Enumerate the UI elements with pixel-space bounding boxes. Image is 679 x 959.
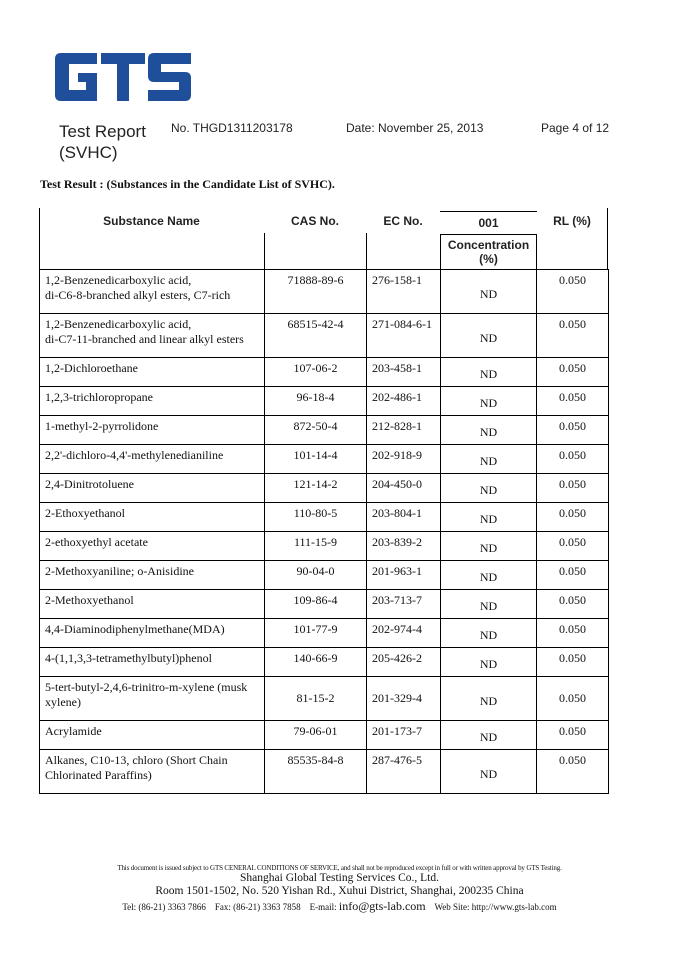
report-title-line1: Test Report: [59, 122, 146, 141]
header-sample-001: 001: [478, 216, 499, 230]
cell-substance-name: [40, 532, 265, 561]
table-row: [40, 750, 609, 794]
cell-cas-no: 111-15-9: [265, 532, 367, 561]
cell-ec-no: 202-918-9: [367, 445, 441, 474]
substance-name-line1: 2-Methoxyethanol: [45, 593, 134, 607]
table-row: [40, 445, 609, 474]
header-substance-name: Substance Name: [103, 214, 200, 228]
substance-name-line1: 2,2'-dichloro-4,4'-methylenedianiline: [45, 448, 224, 462]
cell-substance-name: [40, 503, 265, 532]
footer-company: Shanghai Global Testing Services Co., Ltd.: [240, 872, 439, 884]
cell-concentration: ND: [441, 474, 537, 503]
table-row: [40, 648, 609, 677]
cell-concentration: ND: [441, 721, 537, 750]
cell-cas-no: 101-14-4: [265, 445, 367, 474]
header-border-conc-top: [440, 234, 537, 235]
cell-concentration: ND: [441, 358, 537, 387]
cell-concentration: ND: [441, 314, 537, 358]
footer-address: Room 1501-1502, No. 520 Yishan Rd., Xuhui District, Shanghai, 200235 China: [155, 885, 524, 897]
substance-name-line1: 1,2,3-trichloropropane: [45, 390, 153, 404]
cell-cas-no: 110-80-5: [265, 503, 367, 532]
cell-ec-no: 271-084-6-1: [367, 314, 441, 358]
cell-concentration: ND: [441, 677, 537, 721]
cell-substance-name: [40, 677, 265, 721]
cell-rl: 0.050: [537, 387, 609, 416]
substance-name-line2: xylene): [45, 695, 81, 709]
cell-ec-no: 201-963-1: [367, 561, 441, 590]
substance-name-line1: 1,2-Dichloroethane: [45, 361, 138, 375]
cell-rl: 0.050: [537, 648, 609, 677]
cell-substance-name: [40, 590, 265, 619]
report-date: Date: November 25, 2013: [346, 121, 484, 135]
substance-name-line1: 1-methyl-2-pyrrolidone: [45, 419, 159, 433]
footer-fax: Fax: (86-21) 3363 7858: [214, 902, 301, 912]
footer-tel: Tel: (86-21) 3363 7866: [122, 902, 206, 912]
footer-disclaimer: This document is issued subject to GTS CENERAL CONDITIONS OF SERVICE, and shall not be reproduced except in full or with written approval by GTS Testing.: [117, 864, 562, 872]
table-header: [39, 208, 608, 269]
substance-name-line1: 4-(1,1,3,3-tetramethylbutyl)phenol: [45, 651, 212, 665]
cell-cas-no: 90-04-0: [265, 561, 367, 590]
cell-cas-no: 79-06-01: [265, 721, 367, 750]
substance-name-line1: Alkanes, C10-13, chloro (Short Chain: [45, 753, 228, 767]
substance-name-line1: Acrylamide: [45, 724, 102, 738]
cell-rl: 0.050: [537, 358, 609, 387]
results-table-body: [39, 269, 609, 794]
cell-ec-no: 203-804-1: [367, 503, 441, 532]
report-title: [59, 121, 146, 163]
cell-substance-name: [40, 314, 265, 358]
cell-substance-name: [40, 358, 265, 387]
substance-name-line1: 4,4-Diaminodiphenylmethane(MDA): [45, 622, 225, 636]
table-row: [40, 721, 609, 750]
table-row: [40, 416, 609, 445]
cell-substance-name: [40, 561, 265, 590]
cell-cas-no: 71888-89-6: [265, 270, 367, 314]
table-row: [40, 270, 609, 314]
cell-rl: 0.050: [537, 445, 609, 474]
cell-concentration: ND: [441, 387, 537, 416]
header-border-right: [607, 208, 608, 269]
logo-letter-s: [148, 53, 191, 101]
substance-name-line2: Chlorinated Paraffins): [45, 768, 152, 782]
header-cas-no: CAS No.: [291, 214, 339, 228]
table-row: [40, 561, 609, 590]
cell-rl: 0.050: [537, 503, 609, 532]
cell-cas-no: 96-18-4: [265, 387, 367, 416]
cell-substance-name: [40, 445, 265, 474]
cell-ec-no: 203-458-1: [367, 358, 441, 387]
cell-ec-no: 205-426-2: [367, 648, 441, 677]
cell-ec-no: 203-713-7: [367, 590, 441, 619]
cell-rl: 0.050: [537, 619, 609, 648]
cell-rl: 0.050: [537, 270, 609, 314]
cell-rl: 0.050: [537, 590, 609, 619]
cell-rl: 0.050: [537, 677, 609, 721]
table-row: [40, 590, 609, 619]
header-concentration-line1: Concentration: [447, 238, 530, 252]
cell-rl: 0.050: [537, 721, 609, 750]
cell-substance-name: [40, 416, 265, 445]
cell-substance-name: [40, 721, 265, 750]
cell-rl: 0.050: [537, 532, 609, 561]
cell-cas-no: 68515-42-4: [265, 314, 367, 358]
substance-name-line2: di-C7-11-branched and linear alkyl esters: [45, 332, 244, 346]
table-row: [40, 677, 609, 721]
cell-ec-no: 201-173-7: [367, 721, 441, 750]
cell-concentration: ND: [441, 503, 537, 532]
table-row: [40, 358, 609, 387]
footer-web[interactable]: http://www.gts-lab.com: [471, 902, 557, 912]
substance-name-line2: di-C6-8-branched alkyl esters, C7-rich: [45, 288, 231, 302]
cell-substance-name: [40, 619, 265, 648]
cell-concentration: ND: [441, 445, 537, 474]
gts-logo: [55, 53, 191, 101]
table-row: [40, 503, 609, 532]
cell-rl: 0.050: [537, 474, 609, 503]
cell-cas-no: 85535-84-8: [265, 750, 367, 794]
footer-contact: [0, 899, 679, 914]
cell-substance-name: [40, 648, 265, 677]
table-row: [40, 619, 609, 648]
cell-concentration: ND: [441, 648, 537, 677]
cell-cas-no: 872-50-4: [265, 416, 367, 445]
header-border-ec: [366, 233, 367, 269]
cell-ec-no: 202-974-4: [367, 619, 441, 648]
substance-name-line1: 2-Ethoxyethanol: [45, 506, 125, 520]
footer-web-label: Web Site:: [434, 902, 470, 912]
results-table: [39, 208, 608, 794]
header-rl: RL (%): [553, 214, 591, 228]
cell-ec-no: 276-158-1: [367, 270, 441, 314]
cell-substance-name: [40, 270, 265, 314]
header-ec-no: EC No.: [383, 214, 423, 228]
table-row: [40, 387, 609, 416]
footer-email-label: E-mail:: [309, 902, 337, 912]
logo-letter-t: [101, 53, 145, 101]
footer-email[interactable]: info@gts-lab.com: [338, 899, 426, 913]
cell-cas-no: 121-14-2: [265, 474, 367, 503]
cell-concentration: ND: [441, 561, 537, 590]
cell-cas-no: 107-06-2: [265, 358, 367, 387]
cell-ec-no: 204-450-0: [367, 474, 441, 503]
cell-cas-no: 101-77-9: [265, 619, 367, 648]
cell-ec-no: 201-329-4: [367, 677, 441, 721]
cell-ec-no: 203-839-2: [367, 532, 441, 561]
report-title-line2: (SVHC): [59, 143, 118, 162]
table-row: [40, 474, 609, 503]
header-border-sample-top: [440, 211, 537, 212]
cell-concentration: ND: [441, 416, 537, 445]
cell-cas-no: 140-66-9: [265, 648, 367, 677]
cell-ec-no: 212-828-1: [367, 416, 441, 445]
substance-name-line1: 2-Methoxyaniline; o-Anisidine: [45, 564, 194, 578]
substance-name-line1: 1,2-Benzenedicarboxylic acid,: [45, 273, 192, 287]
substance-name-line1: 5-tert-butyl-2,4,6-trinitro-m-xylene (musk: [45, 680, 248, 694]
cell-rl: 0.050: [537, 750, 609, 794]
cell-substance-name: [40, 387, 265, 416]
section-title: Test Result : (Substances in the Candidate List of SVHC).: [40, 177, 335, 191]
cell-ec-no: 287-476-5: [367, 750, 441, 794]
table-row: [40, 532, 609, 561]
cell-concentration: ND: [441, 270, 537, 314]
cell-ec-no: 202-486-1: [367, 387, 441, 416]
cell-cas-no: 109-86-4: [265, 590, 367, 619]
substance-name-line1: 2-ethoxyethyl acetate: [45, 535, 148, 549]
cell-cas-no: 81-15-2: [265, 677, 367, 721]
header-concentration-line2: (%): [479, 252, 498, 266]
cell-concentration: ND: [441, 590, 537, 619]
substance-name-line1: 1,2-Benzenedicarboxylic acid,: [45, 317, 192, 331]
cell-rl: 0.050: [537, 561, 609, 590]
cell-concentration: ND: [441, 619, 537, 648]
cell-substance-name: [40, 474, 265, 503]
substance-name-line1: 2,4-Dinitrotoluene: [45, 477, 134, 491]
header-border-cas: [264, 233, 265, 269]
table-row: [40, 314, 609, 358]
cell-rl: 0.050: [537, 416, 609, 445]
cell-concentration: ND: [441, 532, 537, 561]
logo-letter-g: [55, 53, 97, 101]
cell-substance-name: [40, 750, 265, 794]
report-number: No. THGD1311203178: [171, 121, 293, 135]
cell-concentration: ND: [441, 750, 537, 794]
page-number: Page 4 of 12: [541, 121, 610, 135]
cell-rl: 0.050: [537, 314, 609, 358]
header-concentration: [440, 238, 537, 266]
